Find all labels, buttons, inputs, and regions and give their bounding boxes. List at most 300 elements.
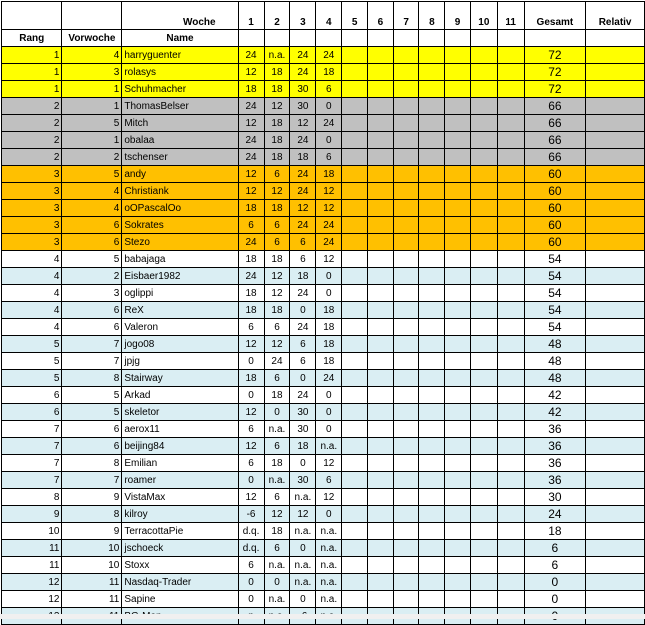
name-cell[interactable]: roamer — [122, 472, 238, 489]
week-1-cell[interactable]: 0 — [238, 472, 264, 489]
week-9-cell[interactable] — [445, 506, 471, 523]
week-5-cell[interactable] — [342, 166, 368, 183]
week-10-cell[interactable] — [470, 200, 497, 217]
week-8-cell[interactable] — [419, 370, 445, 387]
week-3-cell[interactable]: 0 — [290, 591, 316, 608]
week-8-cell[interactable] — [419, 302, 445, 319]
week-2-cell[interactable]: 12 — [264, 98, 290, 115]
week-10-cell[interactable] — [470, 540, 497, 557]
week-10-cell[interactable] — [470, 591, 497, 608]
week-9-cell[interactable] — [445, 200, 471, 217]
week-5-cell[interactable] — [342, 251, 368, 268]
week-5-cell[interactable] — [342, 217, 368, 234]
week-8-cell[interactable] — [419, 319, 445, 336]
week-1-cell[interactable]: 6 — [238, 319, 264, 336]
week-11-cell[interactable] — [497, 591, 524, 608]
relativ-cell[interactable] — [586, 472, 645, 489]
week-1-cell[interactable]: 12 — [238, 166, 264, 183]
week-4-cell[interactable]: 0 — [316, 285, 342, 302]
week-1-cell[interactable]: 6 — [238, 421, 264, 438]
week-4-cell[interactable]: 12 — [316, 455, 342, 472]
week-3-cell[interactable]: 30 — [290, 421, 316, 438]
week-9-cell[interactable] — [445, 591, 471, 608]
week-6-cell[interactable] — [368, 506, 394, 523]
name-cell[interactable]: TerracottaPie — [122, 523, 238, 540]
gesamt-cell[interactable]: 24 — [524, 506, 586, 523]
week-9-cell[interactable] — [445, 336, 471, 353]
week-8-cell[interactable] — [419, 217, 445, 234]
week-1-cell[interactable]: 6 — [238, 557, 264, 574]
rang-cell[interactable]: 12 — [2, 591, 62, 608]
relativ-cell[interactable] — [586, 251, 645, 268]
relativ-cell[interactable] — [586, 506, 645, 523]
week-6-cell[interactable] — [368, 455, 394, 472]
week-1-cell[interactable]: 12 — [238, 404, 264, 421]
week-11-cell[interactable] — [497, 438, 524, 455]
week-3-cell[interactable]: 6 — [290, 353, 316, 370]
week-8-cell[interactable] — [419, 455, 445, 472]
gesamt-cell[interactable]: 54 — [524, 302, 586, 319]
week-9-cell[interactable] — [445, 81, 471, 98]
week-3-cell[interactable]: 0 — [290, 540, 316, 557]
week-7-cell[interactable] — [393, 234, 419, 251]
week-9-cell[interactable] — [445, 64, 471, 81]
week-11-cell[interactable] — [497, 506, 524, 523]
week-7-cell[interactable] — [393, 166, 419, 183]
week-10-cell[interactable] — [470, 217, 497, 234]
week-2-cell[interactable]: 18 — [264, 200, 290, 217]
week-4-cell[interactable]: 6 — [316, 149, 342, 166]
relativ-cell[interactable] — [586, 387, 645, 404]
week-5-cell[interactable] — [342, 455, 368, 472]
week-2-cell[interactable]: 0 — [264, 574, 290, 591]
week-7-cell[interactable] — [393, 81, 419, 98]
relativ-cell[interactable] — [586, 115, 645, 132]
relativ-cell[interactable] — [586, 268, 645, 285]
week-6-cell[interactable] — [368, 574, 394, 591]
vorwoche-cell[interactable]: 4 — [62, 200, 122, 217]
name-cell[interactable]: Valeron — [122, 319, 238, 336]
vorwoche-cell[interactable]: 6 — [62, 217, 122, 234]
name-cell[interactable]: Emilian — [122, 455, 238, 472]
week-4-cell[interactable]: n.a. — [316, 557, 342, 574]
week-2-cell[interactable]: n.a. — [264, 472, 290, 489]
week-11-cell[interactable] — [497, 251, 524, 268]
week-4-cell[interactable]: n.a. — [316, 591, 342, 608]
name-cell[interactable]: skeletor — [122, 404, 238, 421]
week-7-cell[interactable] — [393, 472, 419, 489]
week-9-cell[interactable] — [445, 98, 471, 115]
name-cell[interactable]: Sokrates — [122, 217, 238, 234]
vorwoche-cell[interactable]: 6 — [62, 438, 122, 455]
week-4-cell[interactable]: n.a. — [316, 438, 342, 455]
gesamt-cell[interactable]: 36 — [524, 455, 586, 472]
relativ-cell[interactable] — [586, 132, 645, 149]
week-3-cell[interactable]: 18 — [290, 268, 316, 285]
week-6-cell[interactable] — [368, 540, 394, 557]
week-8-cell[interactable] — [419, 234, 445, 251]
week-8-cell[interactable] — [419, 268, 445, 285]
vorwoche-cell[interactable]: 6 — [62, 421, 122, 438]
name-cell[interactable]: Christiank — [122, 183, 238, 200]
rang-cell[interactable]: 1 — [2, 64, 62, 81]
week-4-cell[interactable]: 18 — [316, 319, 342, 336]
week-9-cell[interactable] — [445, 404, 471, 421]
week-10-cell[interactable] — [470, 319, 497, 336]
relativ-cell[interactable] — [586, 489, 645, 506]
name-cell[interactable]: harryguenter — [122, 47, 238, 64]
week-7-cell[interactable] — [393, 557, 419, 574]
week-1-cell[interactable]: 12 — [238, 64, 264, 81]
week-2-cell[interactable]: 6 — [264, 438, 290, 455]
name-cell[interactable]: Stoxx — [122, 557, 238, 574]
rang-cell[interactable]: 7 — [2, 438, 62, 455]
name-cell[interactable]: Eisbaer1982 — [122, 268, 238, 285]
week-5-cell[interactable] — [342, 353, 368, 370]
week-11-cell[interactable] — [497, 98, 524, 115]
week-1-cell[interactable]: 0 — [238, 574, 264, 591]
relativ-cell[interactable] — [586, 98, 645, 115]
week-2-cell[interactable]: n.a. — [264, 591, 290, 608]
week-2-cell[interactable]: 18 — [264, 302, 290, 319]
week-9-cell[interactable] — [445, 115, 471, 132]
week-9-cell[interactable] — [445, 234, 471, 251]
week-1-cell[interactable]: 0 — [238, 387, 264, 404]
relativ-cell[interactable] — [586, 81, 645, 98]
week-3-cell[interactable]: 30 — [290, 404, 316, 421]
week-6-cell[interactable] — [368, 302, 394, 319]
week-4-cell[interactable]: 12 — [316, 489, 342, 506]
week-7-cell[interactable] — [393, 64, 419, 81]
name-cell[interactable]: Arkad — [122, 387, 238, 404]
week-7-cell[interactable] — [393, 149, 419, 166]
week-2-cell[interactable]: 6 — [264, 489, 290, 506]
week-7-cell[interactable] — [393, 268, 419, 285]
week-10-cell[interactable] — [470, 251, 497, 268]
relativ-cell[interactable] — [586, 574, 645, 591]
gesamt-cell[interactable]: 30 — [524, 489, 586, 506]
week-11-cell[interactable] — [497, 200, 524, 217]
week-2-cell[interactable]: 18 — [264, 251, 290, 268]
relativ-cell[interactable] — [586, 404, 645, 421]
vorwoche-cell[interactable]: 8 — [62, 455, 122, 472]
week-10-cell[interactable] — [470, 98, 497, 115]
name-cell[interactable]: obalaa — [122, 132, 238, 149]
week-3-cell[interactable]: 24 — [290, 319, 316, 336]
vorwoche-cell[interactable]: 6 — [62, 234, 122, 251]
week-1-cell[interactable]: 12 — [238, 115, 264, 132]
week-6-cell[interactable] — [368, 115, 394, 132]
week-6-cell[interactable] — [368, 557, 394, 574]
week-6-cell[interactable] — [368, 387, 394, 404]
rang-cell[interactable]: 3 — [2, 183, 62, 200]
week-3-cell[interactable]: 30 — [290, 81, 316, 98]
week-1-cell[interactable]: 12 — [238, 489, 264, 506]
relativ-cell[interactable] — [586, 370, 645, 387]
week-1-cell[interactable]: 6 — [238, 217, 264, 234]
vorwoche-cell[interactable]: 5 — [62, 251, 122, 268]
gesamt-cell[interactable]: 60 — [524, 234, 586, 251]
gesamt-cell[interactable]: 66 — [524, 98, 586, 115]
vorwoche-cell[interactable]: 8 — [62, 370, 122, 387]
week-1-cell[interactable]: 12 — [238, 183, 264, 200]
week-5-cell[interactable] — [342, 132, 368, 149]
week-10-cell[interactable] — [470, 268, 497, 285]
week-6-cell[interactable] — [368, 251, 394, 268]
name-cell[interactable]: Nasdaq-Trader — [122, 574, 238, 591]
week-9-cell[interactable] — [445, 421, 471, 438]
week-1-cell[interactable]: 24 — [238, 98, 264, 115]
week-9-cell[interactable] — [445, 166, 471, 183]
week-4-cell[interactable]: 12 — [316, 200, 342, 217]
week-8-cell[interactable] — [419, 132, 445, 149]
rang-cell[interactable]: 1 — [2, 47, 62, 64]
week-2-cell[interactable]: 12 — [264, 285, 290, 302]
week-11-cell[interactable] — [497, 268, 524, 285]
week-5-cell[interactable] — [342, 115, 368, 132]
week-1-cell[interactable]: 12 — [238, 438, 264, 455]
gesamt-cell[interactable]: 60 — [524, 166, 586, 183]
week-9-cell[interactable] — [445, 489, 471, 506]
relativ-cell[interactable] — [586, 319, 645, 336]
week-6-cell[interactable] — [368, 438, 394, 455]
gesamt-cell[interactable]: 60 — [524, 217, 586, 234]
week-2-cell[interactable]: 18 — [264, 523, 290, 540]
week-11-cell[interactable] — [497, 455, 524, 472]
rang-cell[interactable]: 7 — [2, 472, 62, 489]
week-10-cell[interactable] — [470, 166, 497, 183]
week-3-cell[interactable]: 18 — [290, 149, 316, 166]
week-8-cell[interactable] — [419, 540, 445, 557]
week-7-cell[interactable] — [393, 132, 419, 149]
week-1-cell[interactable]: 24 — [238, 149, 264, 166]
week-4-cell[interactable]: 6 — [316, 81, 342, 98]
week-10-cell[interactable] — [470, 523, 497, 540]
name-cell[interactable]: ReX — [122, 302, 238, 319]
gesamt-cell[interactable]: 48 — [524, 353, 586, 370]
week-5-cell[interactable] — [342, 336, 368, 353]
rang-cell[interactable]: 3 — [2, 234, 62, 251]
week-11-cell[interactable] — [497, 472, 524, 489]
week-10-cell[interactable] — [470, 574, 497, 591]
week-4-cell[interactable]: 0 — [316, 404, 342, 421]
gesamt-cell[interactable]: 42 — [524, 387, 586, 404]
week-3-cell[interactable]: 12 — [290, 115, 316, 132]
week-6-cell[interactable] — [368, 421, 394, 438]
week-2-cell[interactable]: 6 — [264, 319, 290, 336]
week-5-cell[interactable] — [342, 183, 368, 200]
week-8-cell[interactable] — [419, 200, 445, 217]
week-10-cell[interactable] — [470, 472, 497, 489]
week-2-cell[interactable]: 6 — [264, 540, 290, 557]
vorwoche-cell[interactable]: 11 — [62, 574, 122, 591]
relativ-cell[interactable] — [586, 540, 645, 557]
week-7-cell[interactable] — [393, 421, 419, 438]
week-7-cell[interactable] — [393, 98, 419, 115]
gesamt-cell[interactable]: 72 — [524, 81, 586, 98]
week-7-cell[interactable] — [393, 200, 419, 217]
week-11-cell[interactable] — [497, 421, 524, 438]
vorwoche-cell[interactable]: 1 — [62, 132, 122, 149]
week-3-cell[interactable]: n.a. — [290, 523, 316, 540]
week-3-cell[interactable]: 24 — [290, 285, 316, 302]
rang-cell[interactable]: 11 — [2, 540, 62, 557]
week-11-cell[interactable] — [497, 370, 524, 387]
week-9-cell[interactable] — [445, 217, 471, 234]
week-3-cell[interactable]: n.a. — [290, 557, 316, 574]
vorwoche-cell[interactable]: 9 — [62, 523, 122, 540]
gesamt-cell[interactable]: 66 — [524, 115, 586, 132]
gesamt-cell[interactable]: 0 — [524, 591, 586, 608]
week-9-cell[interactable] — [445, 319, 471, 336]
rang-cell[interactable]: 1 — [2, 81, 62, 98]
week-5-cell[interactable] — [342, 421, 368, 438]
week-5-cell[interactable] — [342, 64, 368, 81]
week-6-cell[interactable] — [368, 591, 394, 608]
week-9-cell[interactable] — [445, 387, 471, 404]
week-5-cell[interactable] — [342, 438, 368, 455]
relativ-cell[interactable] — [586, 421, 645, 438]
week-7-cell[interactable] — [393, 574, 419, 591]
vorwoche-cell[interactable]: 7 — [62, 336, 122, 353]
week-10-cell[interactable] — [470, 302, 497, 319]
rang-cell[interactable]: 11 — [2, 557, 62, 574]
rang-cell[interactable]: 4 — [2, 302, 62, 319]
week-9-cell[interactable] — [445, 540, 471, 557]
week-4-cell[interactable]: 24 — [316, 115, 342, 132]
week-10-cell[interactable] — [470, 421, 497, 438]
name-cell[interactable]: aerox11 — [122, 421, 238, 438]
gesamt-cell[interactable]: 48 — [524, 370, 586, 387]
vorwoche-cell[interactable]: 7 — [62, 353, 122, 370]
gesamt-cell[interactable]: 60 — [524, 183, 586, 200]
week-7-cell[interactable] — [393, 217, 419, 234]
vorwoche-cell[interactable]: 11 — [62, 591, 122, 608]
week-4-cell[interactable]: 0 — [316, 421, 342, 438]
week-4-cell[interactable]: 24 — [316, 217, 342, 234]
relativ-cell[interactable] — [586, 47, 645, 64]
rang-cell[interactable]: 4 — [2, 319, 62, 336]
week-4-cell[interactable]: 18 — [316, 302, 342, 319]
vorwoche-cell[interactable]: 4 — [62, 47, 122, 64]
vorwoche-cell[interactable]: 1 — [62, 98, 122, 115]
name-cell[interactable]: kilroy — [122, 506, 238, 523]
week-7-cell[interactable] — [393, 506, 419, 523]
week-11-cell[interactable] — [497, 149, 524, 166]
week-1-cell[interactable]: 18 — [238, 302, 264, 319]
week-10-cell[interactable] — [470, 115, 497, 132]
week-11-cell[interactable] — [497, 319, 524, 336]
week-5-cell[interactable] — [342, 591, 368, 608]
week-9-cell[interactable] — [445, 47, 471, 64]
week-6-cell[interactable] — [368, 132, 394, 149]
relativ-cell[interactable] — [586, 200, 645, 217]
week-8-cell[interactable] — [419, 489, 445, 506]
week-4-cell[interactable]: 0 — [316, 387, 342, 404]
week-3-cell[interactable]: 0 — [290, 455, 316, 472]
week-11-cell[interactable] — [497, 166, 524, 183]
relativ-cell[interactable] — [586, 353, 645, 370]
week-5-cell[interactable] — [342, 557, 368, 574]
week-7-cell[interactable] — [393, 387, 419, 404]
week-10-cell[interactable] — [470, 132, 497, 149]
vorwoche-cell[interactable]: 10 — [62, 557, 122, 574]
week-4-cell[interactable]: 18 — [316, 353, 342, 370]
name-cell[interactable]: andy — [122, 166, 238, 183]
week-11-cell[interactable] — [497, 336, 524, 353]
week-5-cell[interactable] — [342, 319, 368, 336]
week-6-cell[interactable] — [368, 217, 394, 234]
rang-cell[interactable]: 3 — [2, 166, 62, 183]
week-2-cell[interactable]: n.a. — [264, 557, 290, 574]
week-1-cell[interactable]: 6 — [238, 455, 264, 472]
week-6-cell[interactable] — [368, 336, 394, 353]
vorwoche-cell[interactable]: 5 — [62, 115, 122, 132]
rang-cell[interactable]: 8 — [2, 489, 62, 506]
week-9-cell[interactable] — [445, 523, 471, 540]
week-11-cell[interactable] — [497, 234, 524, 251]
rang-cell[interactable]: 3 — [2, 217, 62, 234]
gesamt-cell[interactable]: 54 — [524, 319, 586, 336]
relativ-cell[interactable] — [586, 302, 645, 319]
week-7-cell[interactable] — [393, 302, 419, 319]
week-2-cell[interactable]: 12 — [264, 183, 290, 200]
week-2-cell[interactable]: 12 — [264, 268, 290, 285]
week-2-cell[interactable]: 12 — [264, 506, 290, 523]
week-11-cell[interactable] — [497, 574, 524, 591]
vorwoche-cell[interactable]: 1 — [62, 81, 122, 98]
week-4-cell[interactable]: 18 — [316, 166, 342, 183]
rang-cell[interactable]: 7 — [2, 421, 62, 438]
relativ-cell[interactable] — [586, 217, 645, 234]
relativ-cell[interactable] — [586, 438, 645, 455]
week-1-cell[interactable]: 24 — [238, 234, 264, 251]
week-10-cell[interactable] — [470, 64, 497, 81]
name-cell[interactable]: VistaMax — [122, 489, 238, 506]
week-3-cell[interactable]: 30 — [290, 472, 316, 489]
week-7-cell[interactable] — [393, 336, 419, 353]
week-6-cell[interactable] — [368, 64, 394, 81]
week-9-cell[interactable] — [445, 285, 471, 302]
gesamt-cell[interactable]: 0 — [524, 574, 586, 591]
week-6-cell[interactable] — [368, 166, 394, 183]
week-8-cell[interactable] — [419, 81, 445, 98]
week-7-cell[interactable] — [393, 115, 419, 132]
gesamt-cell[interactable]: 36 — [524, 472, 586, 489]
gesamt-cell[interactable]: 60 — [524, 200, 586, 217]
vorwoche-cell[interactable]: 2 — [62, 149, 122, 166]
vorwoche-cell[interactable]: 3 — [62, 64, 122, 81]
name-cell[interactable]: rolasys — [122, 64, 238, 81]
rang-cell[interactable]: 2 — [2, 149, 62, 166]
relativ-cell[interactable] — [586, 455, 645, 472]
gesamt-cell[interactable]: 66 — [524, 132, 586, 149]
week-8-cell[interactable] — [419, 285, 445, 302]
week-11-cell[interactable] — [497, 489, 524, 506]
vorwoche-cell[interactable]: 2 — [62, 268, 122, 285]
week-11-cell[interactable] — [497, 183, 524, 200]
week-2-cell[interactable]: 6 — [264, 234, 290, 251]
week-2-cell[interactable]: 6 — [264, 217, 290, 234]
week-10-cell[interactable] — [470, 455, 497, 472]
week-8-cell[interactable] — [419, 557, 445, 574]
week-5-cell[interactable] — [342, 370, 368, 387]
week-11-cell[interactable] — [497, 404, 524, 421]
vorwoche-cell[interactable]: 6 — [62, 302, 122, 319]
week-11-cell[interactable] — [497, 540, 524, 557]
week-6-cell[interactable] — [368, 183, 394, 200]
week-7-cell[interactable] — [393, 455, 419, 472]
